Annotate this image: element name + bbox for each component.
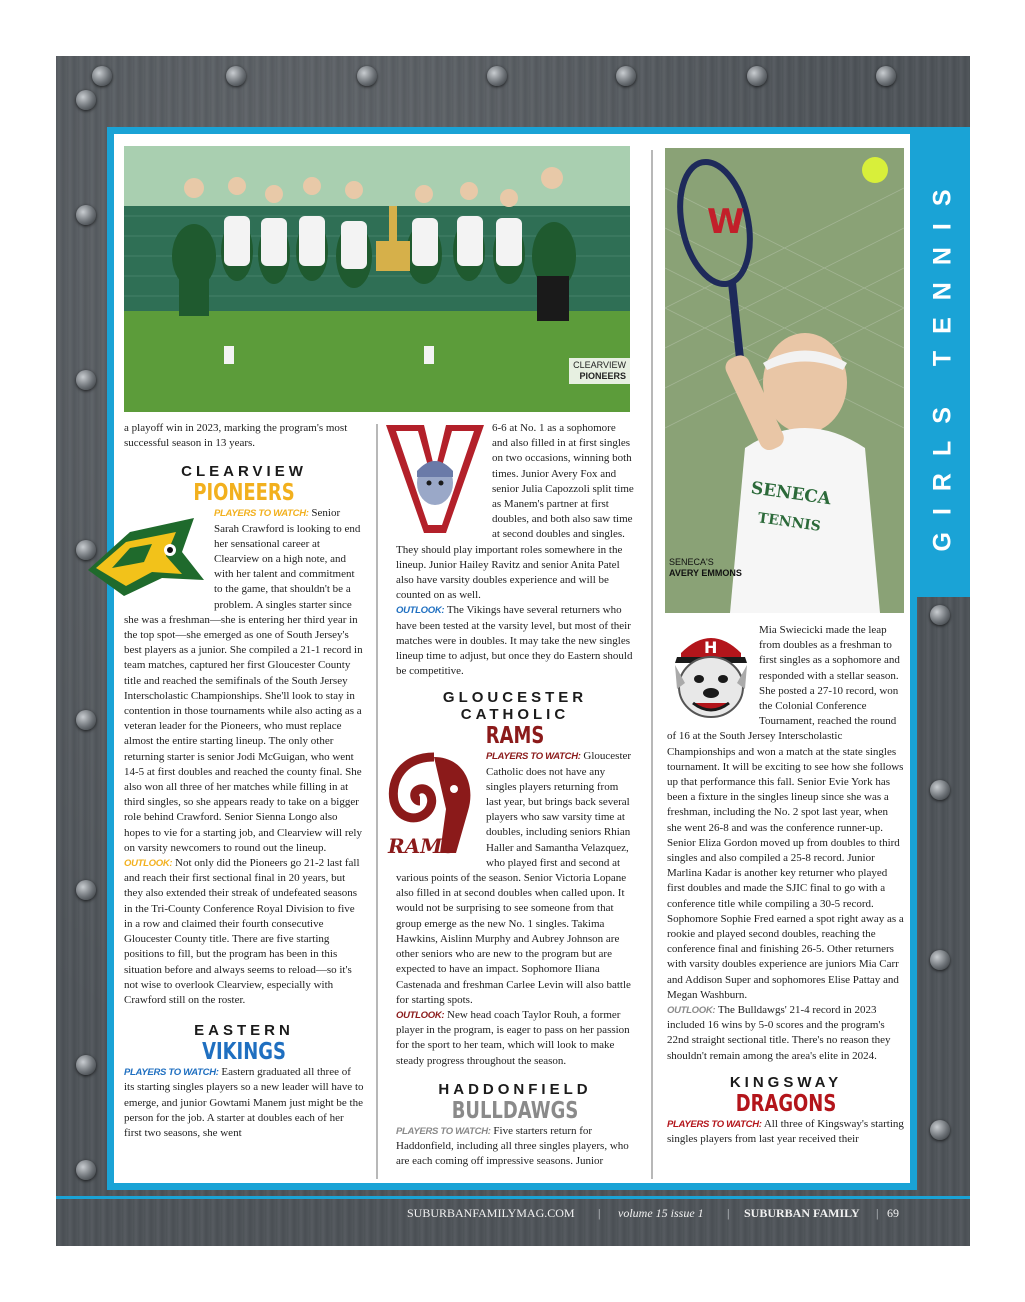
hf-logo	[667, 623, 755, 723]
bolt-icon	[76, 1055, 96, 1075]
player-caption-line1: SENECA'S	[669, 557, 714, 567]
hf-outlook-text: The Bulldawgs' 21-4 record in 2023 included 16 wins by 5-0 scores and the program's 22nd straight sectional title. There's no reason they shouldn't remain among the area's elite in 2024.	[667, 1004, 891, 1062]
bolt-icon	[76, 880, 96, 900]
intro-text: a playoff win in 2023, marking the program's most successful season in 13 years.	[124, 422, 348, 450]
gc-school-line1: GLOUCESTER	[442, 689, 588, 707]
eastern-ptw-label: PLAYERS TO WATCH:	[124, 1067, 219, 1079]
player-photo-illustration	[665, 148, 904, 613]
hf-outlook-label: OUTLOOK:	[667, 1005, 716, 1017]
shirt-text-line1: SENECA	[749, 478, 833, 510]
rams-logo-wordmark: RAMS	[388, 834, 457, 859]
footer-separator: |	[598, 1206, 601, 1220]
gc-outlook-label: OUTLOOK:	[396, 1009, 445, 1021]
bulldog-logo-icon	[667, 623, 755, 723]
bolt-icon	[487, 66, 507, 86]
team-caption-line1: CLEARVIEW	[573, 360, 626, 370]
bolt-icon	[76, 710, 96, 730]
shirt-text-line2: TENNIS	[756, 510, 822, 535]
eastern-outlook-label: OUTLOOK:	[396, 605, 445, 617]
hf-players-text: Five starters return for Haddonfield, including all three singles players, who are each coming off impressive seasons. Junior	[396, 1124, 629, 1168]
gc-mascot: RAMS	[485, 723, 545, 750]
footer-divider	[56, 1196, 970, 1199]
footer-site: SUBURBANFAMILYMAG.COM	[407, 1206, 575, 1220]
footer-issue: volume 15 issue 1	[618, 1206, 704, 1220]
kw-ptw-label: PLAYERS TO WATCH:	[667, 1118, 762, 1130]
eastern-continued-text: 6-6 at No. 1 as a sophomore and also filled in at first singles on two occasions, winning both times. Junior Avery Fox and senior Julia Capozzoli split time as Manem's partner at first doubles, and both also saw time at second doubles and singles. They should play important roles somewhere in the lineup. Junior Hailey Ravitz and senior Anita Patel also have varsity doubles experience and will be counted on as well.	[396, 422, 634, 602]
gc-players-text: Gloucester Catholic does not have any singles players returning from last year, but brings back several players who saw varsity time at doubles, including seniors Rhian Haller and Samantha Velazquez, who played first and second at various points of the season. Senior Victoria Lopane also filled in at second doubles when called upon. It would not be surprising to see someone from that group emerge as the new No. 1 singles. Takima Hawkins, Aislinn Murphy and Aubrey Johnson are other seniors who are new to the program but are expected to have an impact. Sophomore Iliana Castenada and freshman Carlee Levin will also battle for starting spots.	[396, 750, 632, 1006]
team-caption-line2: PIONEERS	[579, 371, 626, 381]
hf-mascot: BULLDAWGS	[451, 1097, 579, 1124]
bolt-icon	[747, 66, 767, 86]
clearview-ptw-label: PLAYERS TO WATCH:	[214, 508, 309, 520]
team-photo-illustration	[124, 146, 630, 412]
footer-brand: SUBURBAN FAMILY	[744, 1206, 860, 1220]
column-divider	[651, 150, 653, 1179]
bolt-icon	[226, 66, 246, 86]
eastern-logo	[384, 421, 486, 539]
player-caption-line2: AVERY EMMONS	[669, 568, 742, 578]
clearview-outlook-text: Not only did the Pioneers go 21-2 last fall and reach their first sectional final in 20 years, but they also extended their streak of undefeated seasons in the Tri-County Conference Royal Division to five in a row and claimed their fourth consecutive Gloucester County title. There are five starting positions to fill, but the program has been in this situation before and always seems to reload—so it's not wise to overlook Clearview, especially with Crawford still on the roster.	[124, 857, 360, 1006]
rams-logo-icon	[384, 749, 482, 861]
kw-players-text: All three of Kingsway's starting singles players from last year received their	[667, 1117, 904, 1146]
clearview-outlook-label: OUTLOOK:	[124, 858, 173, 870]
bolt-icon	[76, 1160, 96, 1180]
eastern-mascot: VIKINGS	[202, 1039, 286, 1066]
hf-ptw-label: PLAYERS TO WATCH:	[396, 1125, 491, 1137]
bolt-icon	[76, 90, 96, 110]
clearview-mascot: PIONEERS	[193, 480, 295, 507]
column-3	[667, 623, 905, 1183]
footer-separator: |	[727, 1206, 730, 1220]
clearview-logo	[82, 508, 210, 603]
bolt-icon	[76, 205, 96, 225]
eastern-players-text: Eastern graduated all three of its starting singles players so a new leader will have to emerge, and junior Gowtami Manem just might be the person for the job. A starter at doubles each of her first two seasons, she went	[124, 1066, 364, 1139]
bolt-icon	[76, 370, 96, 390]
player-photo-caption	[665, 555, 746, 581]
gc-outlook-text: New head coach Taylor Rouh, a former player in the program, is eager to pass on her passion for the sport to her team, which will look to make steady progress throughout the season.	[396, 1008, 630, 1067]
bolt-icon	[357, 66, 377, 86]
racket-logo: W	[707, 202, 745, 242]
bolt-icon	[876, 66, 896, 86]
pioneers-logo-icon	[82, 508, 210, 603]
bolt-icon	[616, 66, 636, 86]
clearview-school-name: CLEARVIEW	[181, 463, 307, 481]
footer-separator: |	[876, 1206, 879, 1220]
clearview-players-text: Senior Sarah Crawford is looking to end her sensational career at Clearview on a high note, and with her talent and commitment to the game, that shouldn't be a problem. A singles starter since she was a freshman—she is entering her third year in the top spot—she emerged as one of South Jersey's best players as a junior. She compiled a 21-1 record in team matches, captured her first Gloucester County title and reached the semifinals of the South Jersey Interscholastic Championships. She'll look to stay in contention in those tournaments while also acting as a veteran leader for the Pioneers, who must replace almost the entire starting lineup. The only other returning starter is senior Jodi McGuigan, who went 14-5 at first doubles and reached the county final. She also won all three of her matches while filling in at third singles, so she appears ready to take on a bigger role behind Crawford. Senior Sienna Longo also hopes to vie for a starting job, and Clearview will rely on varsity newcomers to round out the lineup.	[124, 507, 363, 854]
footer-page-number: 69	[887, 1206, 899, 1220]
bolt-icon	[930, 605, 950, 625]
kw-school-name: KINGSWAY	[729, 1073, 843, 1091]
gc-ptw-label: PLAYERS TO WATCH:	[486, 751, 581, 763]
bolt-icon	[930, 950, 950, 970]
eastern-school-name: EASTERN	[194, 1022, 294, 1040]
bolt-icon	[930, 1120, 950, 1140]
bolt-icon	[930, 780, 950, 800]
team-photo-caption	[569, 358, 630, 384]
section-tab-label: GIRLS TENNIS	[928, 172, 957, 552]
column-divider	[376, 424, 378, 1179]
eastern-outlook-text: The Vikings have several returners who have been tested at the varsity level, but most of their matches were in doubles. It may take the new singles lineup time to adjust, but once they do Eastern should be competitive.	[396, 604, 633, 678]
team-photo	[124, 146, 630, 412]
bolt-icon	[92, 66, 112, 86]
column-2	[388, 421, 634, 1186]
hf-school-name: HADDONFIELD	[438, 1080, 592, 1098]
hf-continued-text: Mia Swiecicki made the leap from doubles as a freshman to first singles as a sophomore and responded with a stellar season. She posted a 27-10 record, won the Colonial Conference Tournament, reached the round of 16 at the South Jersey Interscholastic Championships and won a match at the state singles tournament. It will be exciting to see how she follows up that performance this fall. Senior Evie York has been a fixture in the singles lineup since she was a freshman, including the No. 2 spot last year, when she went 26-8 and was the conference runner-up. Senior Eliza Gordon moved up from doubles to third singles and also compiled a 25-8 record. Junior Marlina Kadar is another key returner who played first doubles and made the SJIC final to go with a conference title while compiling a 30-5 record. Sophomore Sophie Fred earned a spot right away as a rookie and played second doubles, reaching the conference final and finishing 26-5. Other returners with varsity doubles experience are juniors Mia Carr and Addison Super and sophomores Elise Pattay and Megan Washburn.	[667, 624, 904, 1001]
bulldog-hat-letter: H	[704, 638, 718, 657]
gc-school-line2: CATHOLIC	[460, 706, 570, 724]
vikings-logo-icon	[384, 421, 486, 539]
column-1	[124, 421, 364, 1186]
player-photo	[665, 148, 904, 613]
gc-logo	[384, 749, 482, 861]
kw-mascot: DRAGONS	[735, 1090, 837, 1117]
